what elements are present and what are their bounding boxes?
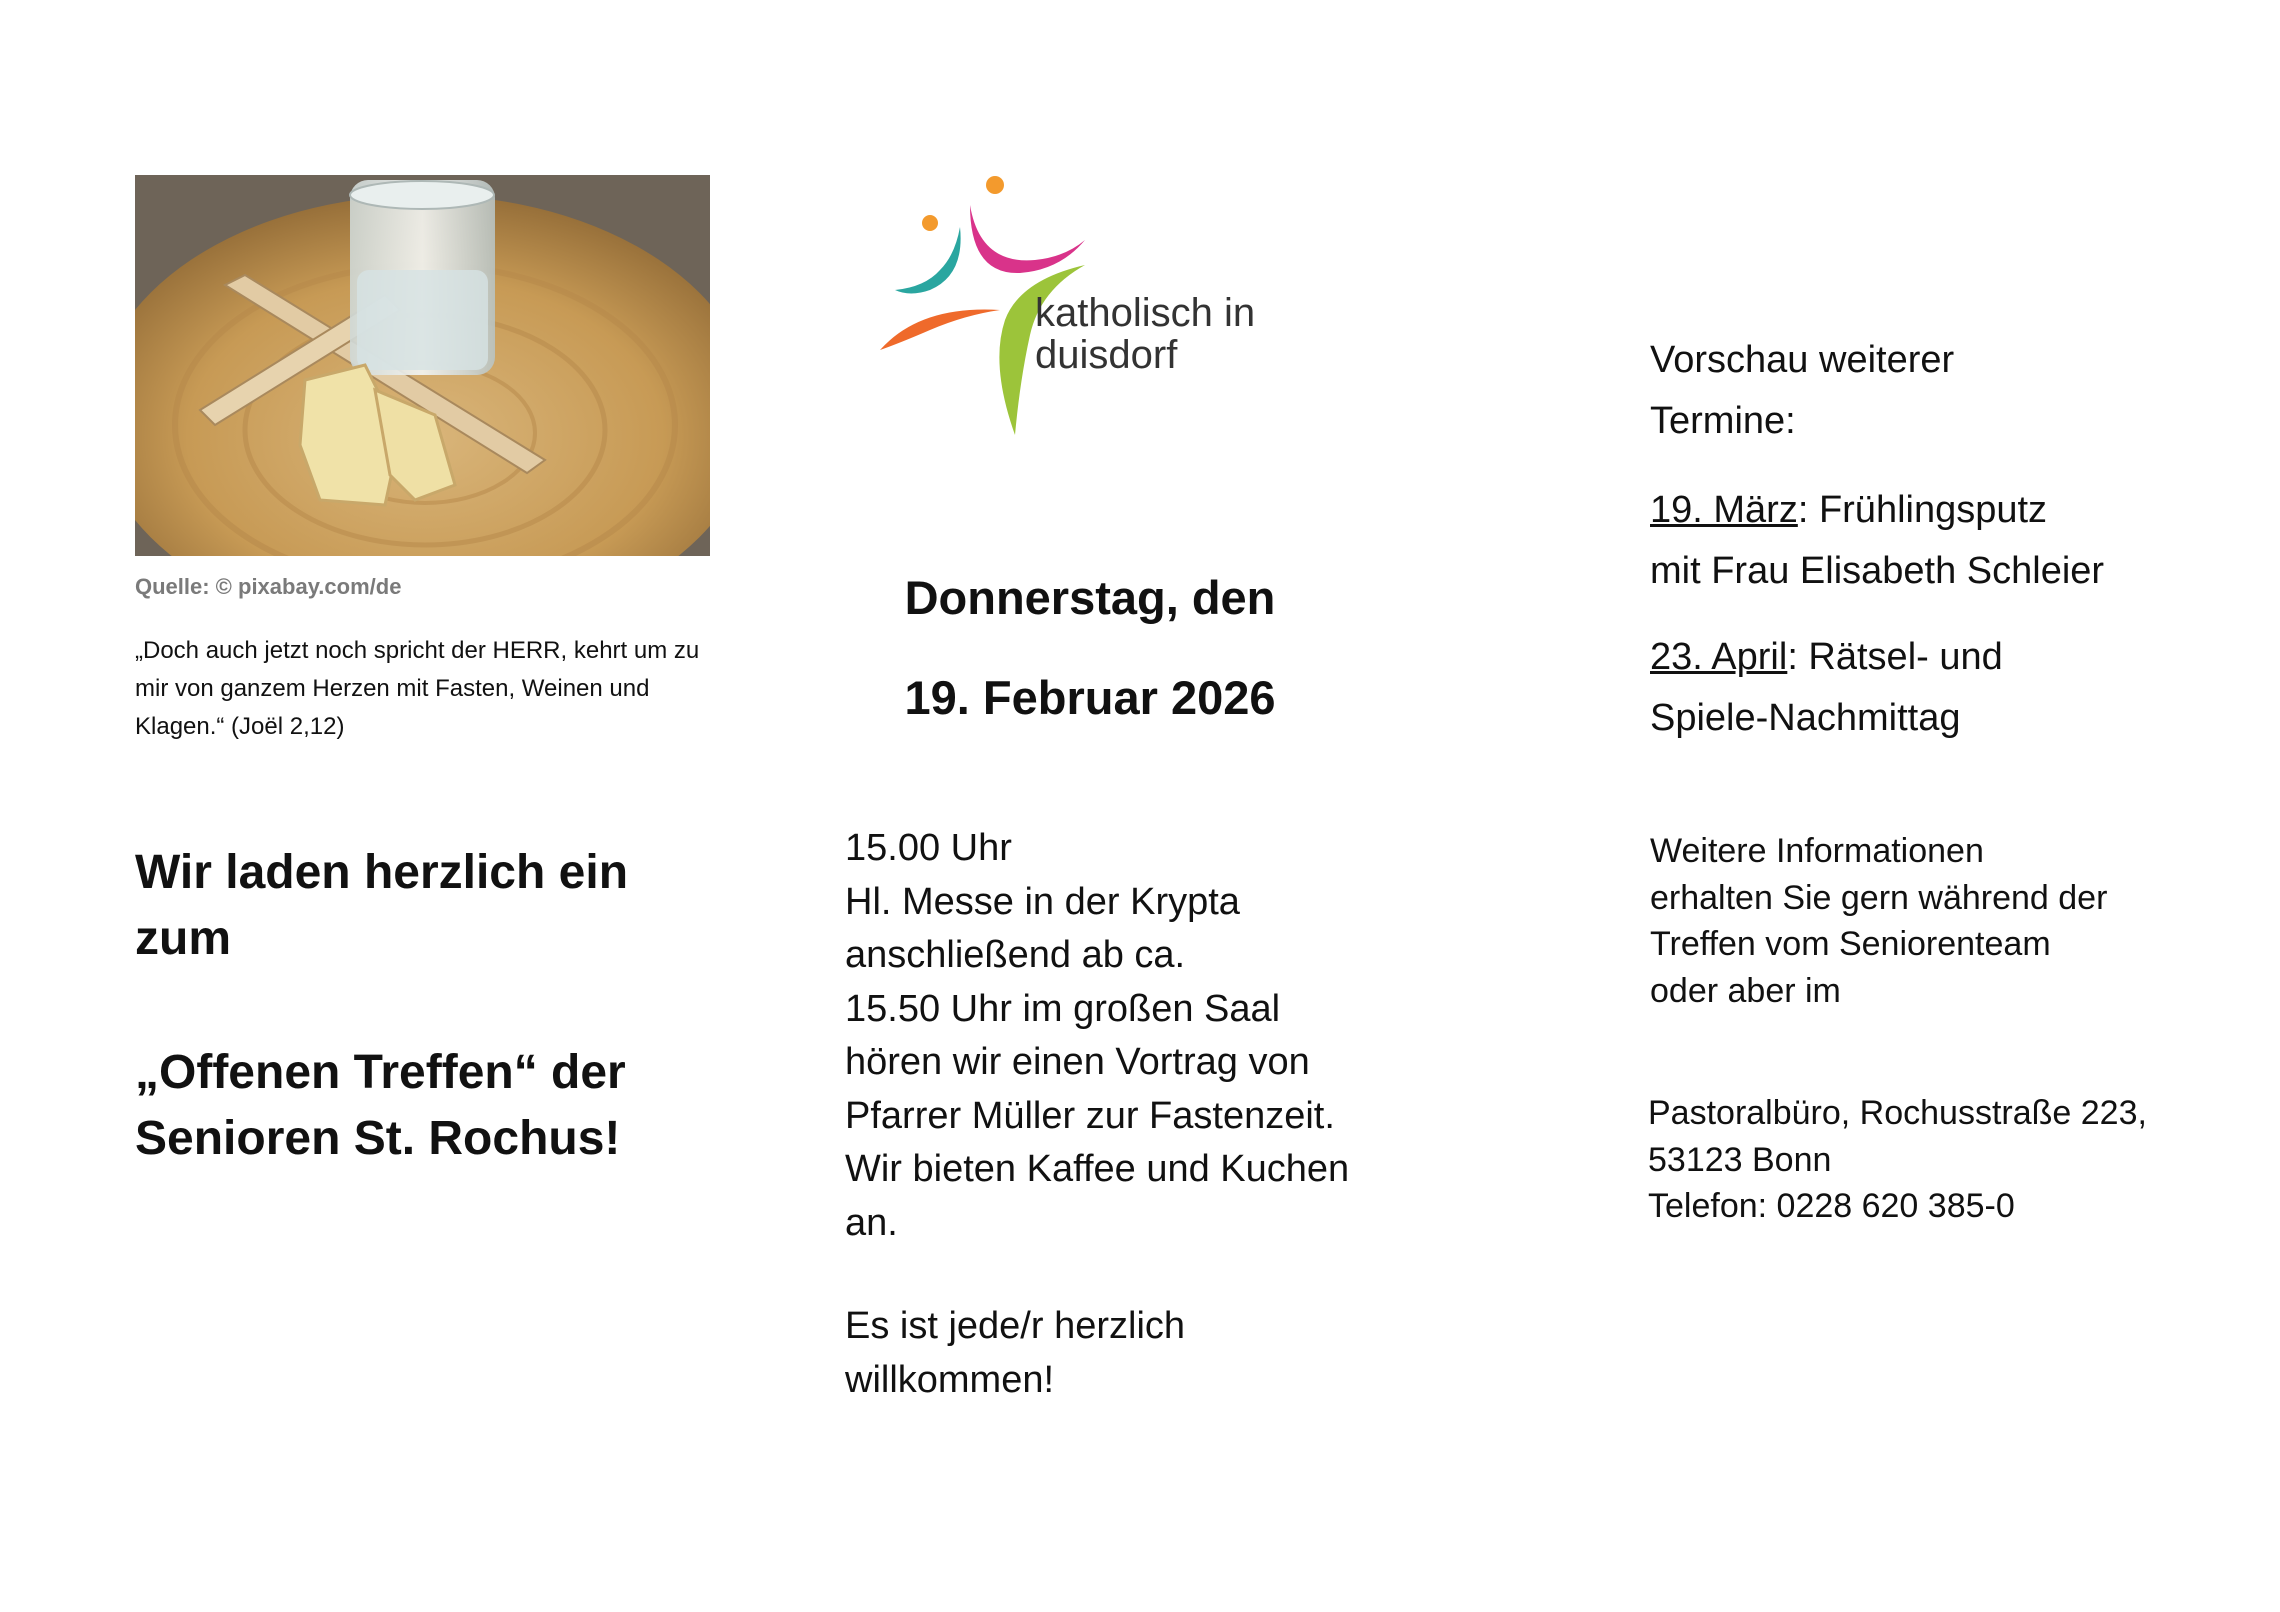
event-line1	[1650, 480, 2210, 541]
fasting-photo	[135, 175, 710, 556]
program-line: anschließend ab ca.	[845, 934, 1186, 976]
program-line: Hl. Messe in der Krypta	[845, 880, 1240, 923]
program-line: hören wir einen Vortrag von	[845, 1041, 1310, 1083]
date-weekday: Donnerstag, den	[904, 571, 1276, 624]
preview-line: Termine:	[1650, 400, 1796, 442]
program-line: 15.00 Uhr	[845, 827, 1012, 869]
bible-quote: „Doch auch jetzt noch spricht der HERR, kehrt um zu mir von ganzem Herzen mit Fasten, Weinen und Klagen.“ (Joël 2,12)	[135, 637, 700, 740]
info-line: Weitere Informationen	[1650, 832, 1984, 870]
contact-address	[1648, 1090, 2248, 1230]
address-line: Pastoralbüro, Rochusstraße 223,	[1648, 1094, 2147, 1132]
welcome-text	[845, 1300, 1405, 1407]
preview-line: Vorschau weiterer	[1650, 339, 1955, 381]
invitation-heading: Wir laden herzlich ein zum	[135, 846, 629, 965]
logo-text	[1035, 292, 1255, 376]
event-line2: mit Frau Elisabeth Schleier	[1650, 550, 2105, 592]
event-line2: Spiele-Nachmittag	[1650, 697, 1961, 739]
preview-heading	[1650, 330, 2170, 452]
info-line: Treffen vom Seniorenteam	[1650, 925, 2051, 963]
event-title-part: : Rätsel- und	[1787, 636, 2003, 678]
program-line: an.	[845, 1201, 898, 1244]
program-line: 15.50 Uhr im großen Saal	[845, 987, 1281, 1030]
event-title: „Offenen Treffen“ der Senioren St. Rochus!	[135, 1046, 626, 1165]
info-line: oder aber im	[1650, 971, 1841, 1010]
welcome-line: Es ist jede/r herzlich	[845, 1305, 1186, 1347]
logo-text-line1: katholisch in	[1035, 291, 1256, 335]
phone-line: Telefon: 0228 620 385-0	[1648, 1187, 2015, 1225]
program-description	[845, 822, 1405, 1250]
address-line: 53123 Bonn	[1648, 1140, 1832, 1179]
info-line: erhalten Sie gern während der	[1650, 878, 2108, 917]
welcome-line: willkommen!	[845, 1358, 1055, 1401]
event-title-part: : Frühlingsputz	[1797, 489, 2048, 531]
event-date: 23. April	[1650, 636, 1788, 678]
event-date: 19. März	[1650, 489, 1798, 531]
upcoming-event	[1650, 480, 2210, 602]
program-line: Pfarrer Müller zur Fastenzeit.	[845, 1094, 1335, 1137]
logo-text-line2: duisdorf	[1035, 333, 1178, 377]
date-full: 19. Februar 2026	[904, 671, 1276, 724]
upcoming-event	[1650, 627, 2210, 749]
info-text	[1650, 828, 2210, 1014]
event-line1	[1650, 627, 2210, 688]
program-line: Wir bieten Kaffee und Kuchen	[845, 1148, 1350, 1190]
image-source-caption: Quelle: © pixabay.com/de	[135, 574, 402, 599]
